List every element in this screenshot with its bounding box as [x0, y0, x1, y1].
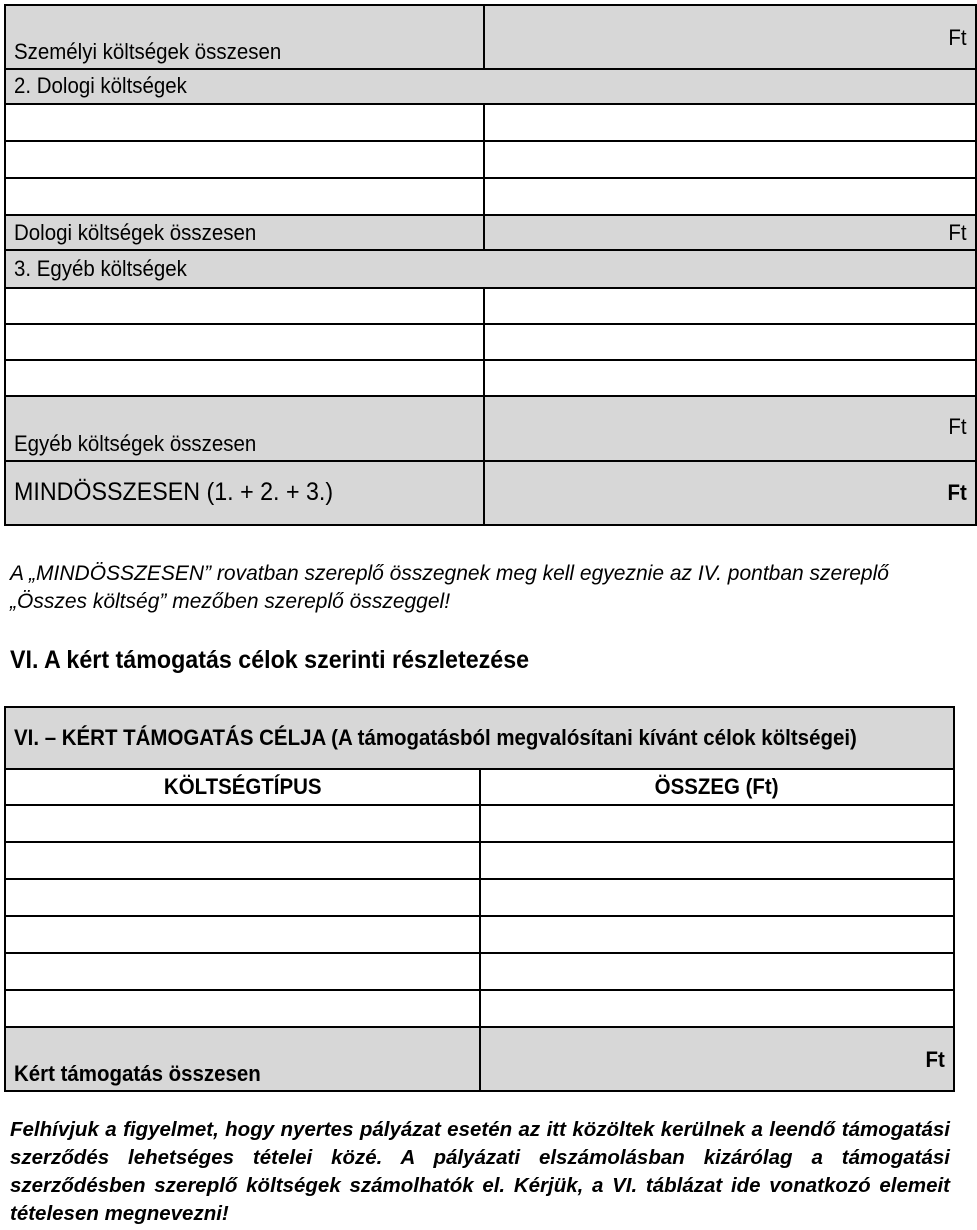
- material-costs-header: 2. Dologi költségek: [5, 69, 976, 104]
- other-costs-total-label: Egyéb költségek összesen: [5, 396, 484, 461]
- material-cost-type-cell[interactable]: [5, 104, 484, 141]
- other-cost-type-cell[interactable]: [5, 360, 484, 396]
- material-costs-total-label: Dologi költségek összesen: [5, 215, 484, 250]
- other-cost-amount-cell[interactable]: [484, 288, 976, 324]
- other-cost-type-cell[interactable]: [5, 288, 484, 324]
- material-cost-amount-cell[interactable]: [484, 178, 976, 215]
- support-cost-type-cell[interactable]: [5, 805, 480, 842]
- other-costs-total-amount[interactable]: Ft: [484, 396, 976, 461]
- support-purpose-table: [4, 706, 955, 1092]
- other-cost-amount-cell[interactable]: [484, 324, 976, 360]
- material-cost-amount-cell[interactable]: [484, 141, 976, 178]
- material-costs-total-amount[interactable]: Ft: [484, 215, 976, 250]
- support-cost-type-cell[interactable]: [5, 842, 480, 879]
- support-total-amount[interactable]: Ft: [480, 1027, 955, 1091]
- support-amount-cell[interactable]: [480, 990, 955, 1027]
- column-header-amount: ÖSSZEG (Ft): [480, 769, 955, 805]
- grand-total-label: MINDÖSSZESEN (1. + 2. + 3.): [5, 461, 484, 525]
- other-cost-amount-cell[interactable]: [484, 360, 976, 396]
- support-amount-cell[interactable]: [480, 879, 955, 916]
- personal-costs-total-label: Személyi költségek összesen: [5, 5, 484, 69]
- support-cost-type-cell[interactable]: [5, 953, 480, 990]
- personal-costs-total-amount[interactable]: Ft: [484, 5, 976, 69]
- winning-application-note: Felhívjuk a figyelmet, hogy nyertes pályázat esetén az itt közöltek kerülnek a leendő támogatási szerződés lehetséges tételei közé. A pályázati elszámolásban kizárólag a támogatási szerződésben szereplő költségek számolhatók el. Kérjük, a VI. táblázat ide vonatkozó elemeit tételesen megnevezni!: [10, 1118, 950, 1225]
- section-heading: VI. A kért támogatás célok szerinti részletezése: [10, 646, 530, 674]
- support-cost-type-cell[interactable]: [5, 916, 480, 953]
- cost-summary-table: [4, 4, 977, 526]
- grand-total-amount[interactable]: Ft: [484, 461, 976, 525]
- material-cost-type-cell[interactable]: [5, 141, 484, 178]
- support-amount-cell[interactable]: [480, 953, 955, 990]
- total-consistency-note: A „MINDÖSSZESEN” rovatban szereplő összegnek meg kell egyeznie az IV. pontban szereplő „Összes költség” mezőben szereplő összeggel!: [10, 562, 889, 613]
- other-cost-type-cell[interactable]: [5, 324, 484, 360]
- support-total-label: Kért támogatás összesen: [5, 1027, 480, 1091]
- column-header-cost-type: KÖLTSÉGTÍPUS: [5, 769, 480, 805]
- material-cost-type-cell[interactable]: [5, 178, 484, 215]
- support-amount-cell[interactable]: [480, 842, 955, 879]
- support-table-title: VI. – KÉRT TÁMOGATÁS CÉLJA (A támogatásból megvalósítani kívánt célok költségei): [5, 707, 954, 769]
- material-cost-amount-cell[interactable]: [484, 104, 976, 141]
- support-amount-cell[interactable]: [480, 916, 955, 953]
- support-amount-cell[interactable]: [480, 805, 955, 842]
- support-cost-type-cell[interactable]: [5, 990, 480, 1027]
- other-costs-header: 3. Egyéb költségek: [5, 250, 976, 288]
- support-cost-type-cell[interactable]: [5, 879, 480, 916]
